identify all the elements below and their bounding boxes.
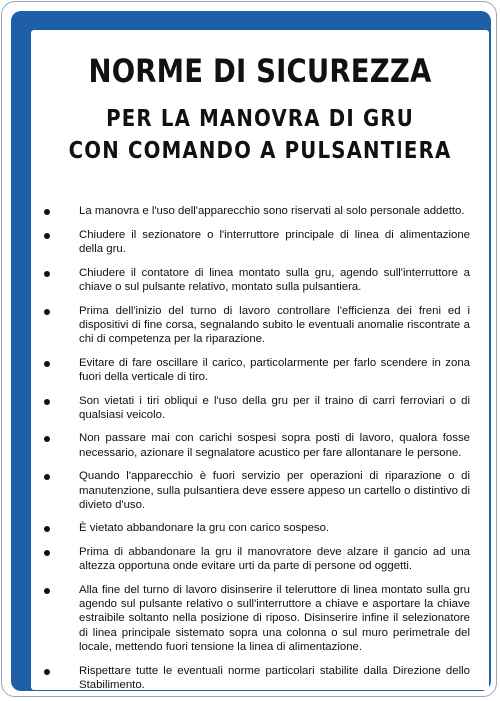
sign-blue-frame (11, 11, 491, 691)
sign-white-panel (31, 30, 489, 690)
rule-text: Prima di abbandonare la gru il manovratore deve alzare il gancio ad una altezza opportuna onde evitare urti da parte di persone od oggetti. (79, 546, 470, 573)
rule-text: Evitare di fare oscillare il carico, particolarmente per farlo scendere in zona fuori della verticale di tiro. (79, 356, 470, 383)
safety-sign (1, 1, 497, 697)
bullet-icon (44, 588, 50, 594)
bullet-icon (44, 474, 50, 480)
rule-text: È vietato abbandonare la gru con carico sospeso. (79, 522, 330, 535)
rule-text: Son vietati i tiri obliqui e l'uso della gru per il traino di carri ferroviari o di qualsiasi veicolo. (79, 394, 470, 421)
bullet-icon (44, 436, 50, 442)
rule-text: Chiudere il contatore di linea montato sulla gru, agendo sull'interruttore a chiave o sul pulsante relativo, montato sulla pulsantiera. (79, 266, 470, 293)
bullet-icon (44, 399, 50, 405)
rule-item (44, 266, 470, 294)
rule-item (44, 521, 470, 535)
rule-text: Chiudere il sezionatore o l'interruttore principale di linea di alimentazione della gru. (79, 228, 470, 255)
rule-text: Quando l'apparecchio è fuori servizio per operazioni di riparazione o di manutenzione, sulla pulsantiera deve essere appeso un cartello o distintivo di divieto d'uso. (79, 470, 470, 511)
sign-title: NORME DI SICUREZZA (88, 52, 432, 90)
rule-item (44, 304, 470, 347)
bullet-icon (44, 550, 50, 556)
rule-text: Non passare mai con carichi sospesi sopra posti di lavoro, qualora fosse necessario, azionare il segnalatore acustico per fare allontanare le persone. (79, 432, 470, 459)
sign-subtitle-line-2: CON COMANDO A PULSANTIERA (68, 136, 452, 164)
bullet-icon (44, 309, 50, 315)
bullet-icon (44, 233, 50, 239)
rule-item (44, 431, 470, 459)
rule-text: Rispettare tutte le eventuali norme particolari stabilite dalla Direzione dello Stabilimento. (79, 664, 470, 691)
rule-item (44, 228, 470, 256)
bullet-icon (44, 526, 50, 532)
bullet-icon (44, 669, 50, 675)
rule-item (44, 204, 470, 218)
bullet-icon (44, 361, 50, 367)
bullet-icon (44, 209, 50, 215)
rule-item (44, 583, 470, 654)
rule-item (44, 545, 470, 573)
rule-text: Alla fine del turno di lavoro disinserire il teleruttore di linea montato sulla gru agendo sul pulsante relativo o sull'interruttore a chiave e asportare la chiave estraibile soltanto nella posizione di riposo. Disinserire infine il selezionatore di linea principale sistemato sopra una colonna o sul muro perimetrale del locale, mettendo fuori tensione la linea di alimentazione. (79, 584, 470, 653)
rule-item (44, 394, 470, 422)
rule-item (44, 356, 470, 384)
rule-text: Prima dell'inizio del turno di lavoro controllare l'efficienza dei freni ed i dispositivi di fine corsa, segnalando subito le eventuali anomalie riscontrate a chi di competenza per la riparazione. (79, 304, 470, 345)
bullet-icon (44, 271, 50, 277)
rule-text: La manovra e l'uso dell'apparecchio sono riservati al solo personale addetto. (79, 205, 465, 217)
sign-subtitle-line-1: PER LA MANOVRA DI GRU (106, 104, 414, 132)
rule-item (44, 469, 470, 512)
rule-item (44, 664, 470, 692)
rules-list (44, 204, 470, 701)
